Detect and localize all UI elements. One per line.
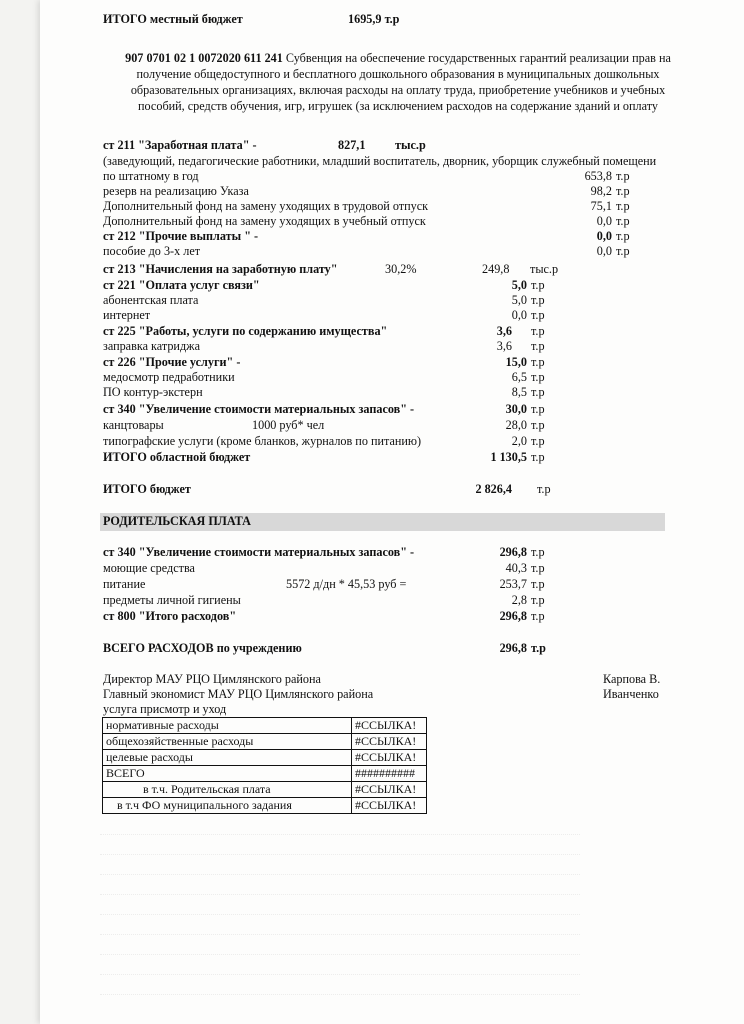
local-budget-total-amount: 1695,9 т.р bbox=[348, 12, 400, 26]
st800-unit: т.р bbox=[531, 609, 545, 623]
parent-st340-value: 296,8 bbox=[499, 545, 527, 559]
st340-label: ст 340 "Увеличение стоимости материальных запасов" - bbox=[103, 402, 415, 416]
director-name: Карпова В. bbox=[603, 672, 661, 686]
row-allowance-unit: т.р bbox=[616, 244, 630, 258]
row-stationery-value: 28,0 bbox=[505, 418, 527, 432]
grand-total-label: ВСЕГО РАСХОДОВ по учреждению bbox=[103, 641, 302, 655]
row-food-value: 253,7 bbox=[499, 577, 527, 591]
st212-value: 0,0 bbox=[596, 229, 612, 243]
row-software-unit: т.р bbox=[531, 385, 545, 399]
row-printing-value: 2,0 bbox=[511, 434, 527, 448]
row-medcheck-label: медосмотр педработники bbox=[103, 370, 235, 384]
grand-total-value: 296,8 bbox=[499, 641, 527, 655]
row-hygiene-value: 2,8 bbox=[511, 593, 527, 607]
st340-value: 30,0 bbox=[505, 402, 527, 416]
grand-total-unit: т.р bbox=[531, 641, 546, 655]
row-cartridge-label: заправка катриджа bbox=[103, 339, 200, 353]
row-cartridge-value: 3,6 bbox=[496, 339, 512, 353]
director-title: Директор МАУ РЦО Цимлянского района bbox=[103, 672, 321, 686]
summary-value: #ССЫЛКА! bbox=[352, 718, 427, 734]
table-row bbox=[103, 718, 427, 734]
row-study-leave-value: 0,0 bbox=[596, 214, 612, 228]
st225-label: ст 225 "Работы, услуги по содержанию имущества" bbox=[103, 324, 388, 338]
summary-table bbox=[102, 717, 427, 814]
row-staff-value: 653,8 bbox=[584, 169, 612, 183]
summary-label: в т.ч. Родительская плата bbox=[103, 782, 352, 798]
st213-pct: 30,2% bbox=[385, 262, 417, 276]
row-detergents-unit: т.р bbox=[531, 561, 545, 575]
row-printing-unit: т.р bbox=[531, 434, 545, 448]
summary-label: общехозяйственные расходы bbox=[103, 734, 352, 750]
row-software-label: ПО контур-экстерн bbox=[103, 385, 203, 399]
row-food-unit: т.р bbox=[531, 577, 545, 591]
stationery-note: 1000 руб* чел bbox=[252, 418, 325, 432]
row-hygiene-unit: т.р bbox=[531, 593, 545, 607]
row-subscription-label: абонентская плата bbox=[103, 293, 199, 307]
summary-value: #ССЫЛКА! bbox=[352, 798, 427, 814]
row-allowance-value: 0,0 bbox=[596, 244, 612, 258]
row-internet-label: интернет bbox=[103, 308, 151, 322]
table-row bbox=[103, 798, 427, 814]
row-subscription-unit: т.р bbox=[531, 293, 545, 307]
row-hygiene-label: предметы личной гигиены bbox=[103, 593, 241, 607]
row-medcheck-unit: т.р bbox=[531, 370, 545, 384]
row-subscription-value: 5,0 bbox=[511, 293, 527, 307]
row-vacation-label: Дополнительный фонд на замену уходящих в трудовой отпуск bbox=[103, 199, 429, 213]
summary-label: в т.ч ФО муниципального задания bbox=[103, 798, 352, 814]
st211-value: 827,1 bbox=[338, 138, 366, 152]
parent-st340-unit: т.р bbox=[531, 545, 545, 559]
table-row bbox=[103, 766, 427, 782]
budget-total-label: ИТОГО бюджет bbox=[103, 482, 191, 496]
row-detergents-label: моющие средства bbox=[103, 561, 195, 575]
regional-total-unit: т.р bbox=[531, 450, 545, 464]
row-internet-unit: т.р bbox=[531, 308, 545, 322]
row-staff-label: по штатному в год bbox=[103, 169, 199, 183]
local-budget-total-label: ИТОГО местный бюджет bbox=[103, 12, 243, 26]
row-study-leave-label: Дополнительный фонд на замену уходящих в учебный отпуск bbox=[103, 214, 426, 228]
table-row bbox=[103, 734, 427, 750]
table-row bbox=[103, 750, 427, 766]
row-reserve-unit: т.р bbox=[616, 184, 630, 198]
subvention-text: Субвенция на обеспечение государственных гарантий реализации прав на получение общедоступного и бесплатного дошкольного образования в муниципальных дошкольных образовательных организациях, включая расходы на оплату труда, приобретение учебников и учебных пособий, средств обучения, игр, игрушек (за исключением расходов на содержание зданий и оплату bbox=[130, 51, 671, 113]
st226-label: ст 226 "Прочие услуги" - bbox=[103, 355, 241, 369]
row-internet-value: 0,0 bbox=[511, 308, 527, 322]
row-cartridge-unit: т.р bbox=[531, 339, 545, 353]
budget-total-unit: т.р bbox=[537, 482, 551, 496]
parent-st340-label: ст 340 "Увеличение стоимости материальных запасов" - bbox=[103, 545, 415, 559]
economist-name: Иванченко bbox=[603, 687, 659, 701]
row-reserve-value: 98,2 bbox=[590, 184, 612, 198]
economist-title: Главный экономист МАУ РЦО Цимлянского района bbox=[103, 687, 374, 701]
summary-label: ВСЕГО bbox=[103, 766, 352, 782]
st226-unit: т.р bbox=[531, 355, 545, 369]
st226-value: 15,0 bbox=[505, 355, 527, 369]
st800-label: ст 800 "Итого расходов" bbox=[103, 609, 237, 623]
summary-value: ########## bbox=[352, 766, 427, 782]
st211-label: ст 211 "Заработная плата" - bbox=[103, 138, 257, 152]
summary-value: #ССЫЛКА! bbox=[352, 734, 427, 750]
st213-unit: тыс.р bbox=[530, 262, 559, 276]
row-study-leave-unit: т.р bbox=[616, 214, 630, 228]
st213-value: 249,8 bbox=[482, 262, 510, 276]
st225-unit: т.р bbox=[531, 324, 545, 338]
st213-label: ст 213 "Начисления на заработную плату" bbox=[103, 262, 338, 276]
regional-total-label: ИТОГО областной бюджет bbox=[103, 450, 251, 464]
row-medcheck-value: 6,5 bbox=[511, 370, 527, 384]
regional-total-value: 1 130,5 bbox=[490, 450, 527, 464]
staff-note: (заведующий, педагогические работники, младший воспитатель, дворник, уборщик служебный помещени bbox=[103, 154, 657, 168]
budget-code: 907 0701 02 1 0072020 611 241 bbox=[125, 51, 283, 65]
row-vacation-unit: т.р bbox=[616, 199, 630, 213]
row-stationery-label: канцтовары bbox=[103, 418, 164, 432]
st221-unit: т.р bbox=[531, 278, 545, 292]
subvention-paragraph bbox=[118, 50, 678, 114]
st225-value: 3,6 bbox=[496, 324, 512, 338]
row-software-value: 8,5 bbox=[511, 385, 527, 399]
budget-total-value: 2 826,4 bbox=[475, 482, 512, 496]
summary-label: нормативные расходы bbox=[103, 718, 352, 734]
row-printing-label: типографские услуги (кроме бланков, журналов по питанию) bbox=[103, 434, 422, 448]
bleed-through bbox=[100, 820, 580, 1020]
row-vacation-value: 75,1 bbox=[590, 199, 612, 213]
food-note: 5572 д/дн * 45,53 руб = bbox=[286, 577, 407, 591]
summary-label: целевые расходы bbox=[103, 750, 352, 766]
st221-label: ст 221 "Оплата услуг связи" bbox=[103, 278, 260, 292]
parent-fee-title: РОДИТЕЛЬСКАЯ ПЛАТА bbox=[103, 514, 251, 528]
st340-unit: т.р bbox=[531, 402, 545, 416]
st800-value: 296,8 bbox=[499, 609, 527, 623]
st211-unit: тыс.р bbox=[395, 138, 426, 152]
row-food-label: питание bbox=[103, 577, 146, 591]
row-reserve-label: резерв на реализацию Указа bbox=[103, 184, 249, 198]
service-label: услуга присмотр и уход bbox=[103, 702, 227, 716]
summary-value: #ССЫЛКА! bbox=[352, 750, 427, 766]
summary-value: #ССЫЛКА! bbox=[352, 782, 427, 798]
row-stationery-unit: т.р bbox=[531, 418, 545, 432]
st221-value: 5,0 bbox=[511, 278, 527, 292]
local-budget-total-value bbox=[348, 12, 399, 27]
row-detergents-value: 40,3 bbox=[505, 561, 527, 575]
st212-unit: т.р bbox=[616, 229, 630, 243]
row-staff-unit: т.р bbox=[616, 169, 630, 183]
st212-label: ст 212 "Прочие выплаты " - bbox=[103, 229, 259, 243]
row-allowance-label: пособие до 3-х лет bbox=[103, 244, 201, 258]
table-row bbox=[103, 782, 427, 798]
